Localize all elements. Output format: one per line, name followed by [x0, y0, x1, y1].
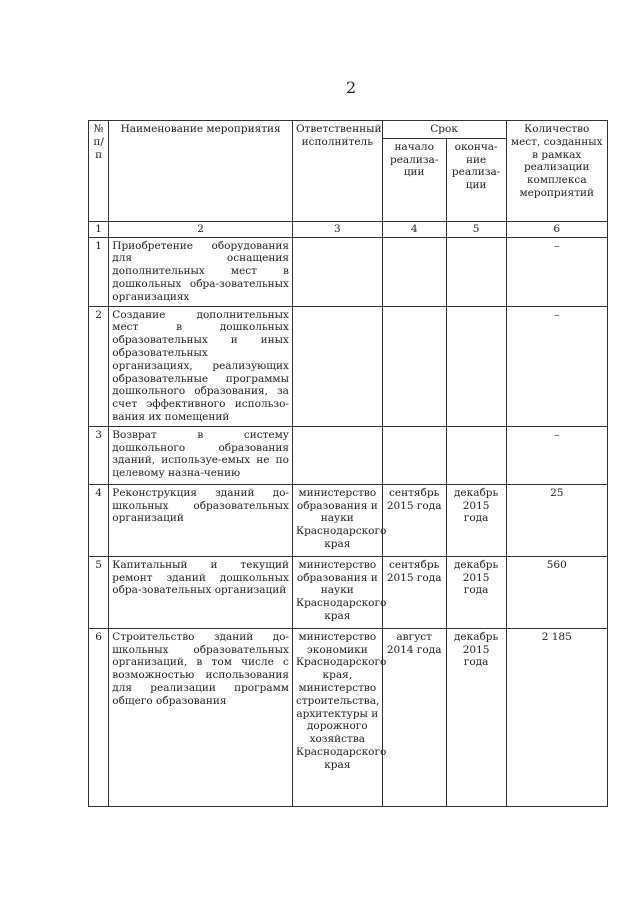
row-name: Приобретение оборудования для оснащения дополнительных мест в дошкольных обра-зовательных организациях [109, 237, 293, 306]
colnum-1: 1 [89, 221, 109, 237]
colnum-3: 3 [292, 221, 382, 237]
row-start [382, 426, 446, 484]
row-places: 560 [506, 556, 607, 628]
row-num: 4 [89, 484, 109, 556]
row-num: 5 [89, 556, 109, 628]
header-term: Срок [382, 121, 506, 139]
header-end: оконча-ние реализа-ции [446, 138, 506, 221]
measures-table [88, 120, 608, 807]
header-name: Наименование мероприятия [109, 121, 293, 222]
row-places: 25 [506, 484, 607, 556]
row-executor [292, 237, 382, 306]
table-row [89, 237, 608, 306]
row-places: – [506, 306, 607, 426]
row-end: декабрь 2015 года [446, 628, 506, 806]
table-row [89, 484, 608, 556]
row-name: Строительство зданий до-школьных образовательных организаций, в том числе с возможностью использования для реализации программ общего образования [109, 628, 293, 806]
row-executor [292, 306, 382, 426]
row-num: 2 [89, 306, 109, 426]
table-row [89, 628, 608, 806]
row-places: – [506, 237, 607, 306]
row-name: Капитальный и текущий ремонт зданий дошкольных обра-зовательных организаций [109, 556, 293, 628]
column-number-row [89, 221, 608, 237]
row-name: Создание дополнительных мест в дошкольных образовательных и иных образовательных организациях, реализующих образовательные программы дошкольного образования, за счет эффективного использо-вания их помещений [109, 306, 293, 426]
colnum-5: 5 [446, 221, 506, 237]
row-executor: министерство экономики Краснодарского края, министерство строительства, архитектуры и дорожного хозяйства Краснодарского края [292, 628, 382, 806]
row-start: сентябрь 2015 года [382, 484, 446, 556]
row-places: – [506, 426, 607, 484]
row-executor: министерство образования и науки Краснодарского края [292, 556, 382, 628]
header-executor: Ответственный исполнитель [292, 121, 382, 222]
row-start [382, 306, 446, 426]
row-start [382, 237, 446, 306]
row-end: декабрь 2015 года [446, 484, 506, 556]
row-name: Возврат в систему дошкольного образования зданий, используе-емых не по целевому назна-чению [109, 426, 293, 484]
table-row [89, 426, 608, 484]
row-start: август 2014 года [382, 628, 446, 806]
row-executor [292, 426, 382, 484]
row-end [446, 237, 506, 306]
colnum-6: 6 [506, 221, 607, 237]
row-end: декабрь 2015 года [446, 556, 506, 628]
row-num: 3 [89, 426, 109, 484]
row-name: Реконструкция зданий до-школьных образовательных организаций [109, 484, 293, 556]
row-start: сентябрь 2015 года [382, 556, 446, 628]
row-end [446, 306, 506, 426]
table-row [89, 306, 608, 426]
page-number: 2 [346, 78, 357, 97]
header-row [89, 121, 608, 139]
colnum-4: 4 [382, 221, 446, 237]
row-executor: министерство образования и науки Краснодарского края [292, 484, 382, 556]
row-num: 6 [89, 628, 109, 806]
row-end [446, 426, 506, 484]
header-num: № п/п [89, 121, 109, 222]
table-row [89, 556, 608, 628]
header-start: начало реализа-ции [382, 138, 446, 221]
colnum-2: 2 [109, 221, 293, 237]
row-places: 2 185 [506, 628, 607, 806]
header-places: Количество мест, созданных в рамках реализации комплекса мероприятий [506, 121, 607, 222]
row-num: 1 [89, 237, 109, 306]
